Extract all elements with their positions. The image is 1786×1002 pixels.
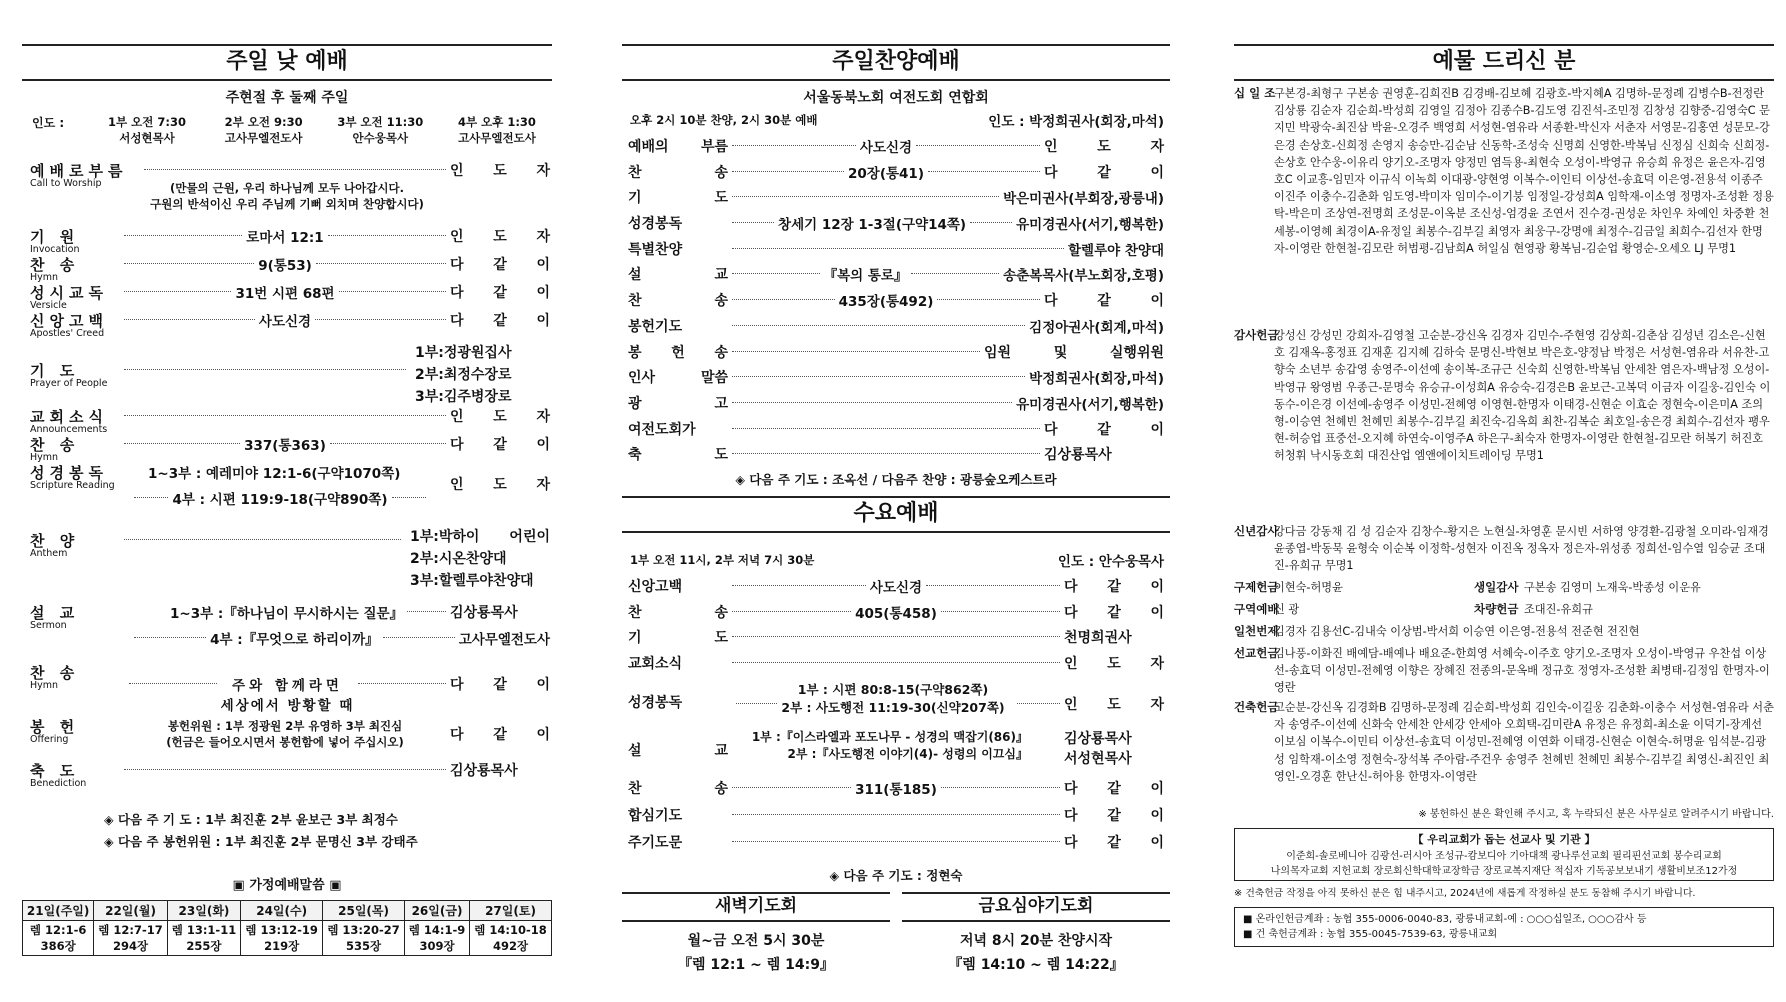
day-header: 24일(수): [241, 901, 323, 921]
day-hymn: 219장: [264, 939, 300, 953]
missions-title: 【 우리교회가 돕는 선교사 및 기관 】: [1412, 833, 1596, 846]
scripture-line-2: 4부 : 시편 119:9-18(구약890쪽): [172, 492, 388, 508]
missions-line-1: 이준희-솔로베니아 김광선-러시아 조성규-캄보디아 기아대책 광나루선교회 필리핀선교회 봉수리교회: [1286, 851, 1722, 862]
item-leader: 다 같 이: [450, 313, 551, 329]
service-2: [209, 114, 319, 146]
wednesday-scripture: [628, 680, 1164, 724]
item-leader: 인 도 자: [450, 163, 550, 179]
hymn3-line-1: 주와 함께라면: [232, 678, 343, 694]
next-prayer: ◈ 다음 주 기 도 : 1부 최진훈 2부 윤보근 3부 최정수: [104, 812, 398, 827]
item-text: 사도신경: [258, 314, 312, 330]
friday-title: 금요심야기도회: [961, 896, 1112, 916]
item-leader: 다 같 이: [450, 437, 550, 453]
day-header: 23일(화): [167, 901, 240, 921]
wed-sermon-1: 1부 :『이스라엘과 포도나무 - 성경의 맥잡기(86)』: [751, 730, 1028, 744]
item-prayer: [30, 342, 550, 414]
service-time: 1부 오전 7:30: [108, 115, 186, 129]
item-label: 기 원 Invocation: [30, 228, 80, 255]
anthem-3: 3부:할렐루야찬양대: [410, 573, 534, 589]
wednesday-items-2: [628, 778, 1164, 859]
wed-sermon-leader-1: 김상룡목사: [1064, 731, 1132, 747]
item-leader: 인 도 자: [450, 409, 550, 425]
item-anthem: [30, 526, 550, 598]
item-text: 9(통53): [258, 258, 312, 274]
item-label: 찬 송 Hymn: [30, 256, 80, 283]
item-creed: [30, 310, 550, 339]
sunday-service-header: [22, 44, 552, 81]
item-benediction: [30, 760, 550, 789]
friday-header: [902, 892, 1170, 922]
item-leader: 김상룡목사: [450, 763, 518, 779]
middle-column: [622, 44, 1170, 973]
service-time: 3부 오전 11:30: [337, 115, 424, 129]
list-item: 십 일 조 구본경-최형구 구본송 권영훈-김희진B 김경배-김보혜 김광호-박지혜A 김명하-문정례 김병수B-전정란 김상룡 김순자 김순희-박성희 김영일 김정아 김종수B-김도영 김진석-조민정 김창성 김향중-김영숙C 문지민 박광숙-최진삼 박윤-오경주 백영희 서성현-염유라 서종환-박신자 서춘자 서영문-김홍연 성문모-강은경 손상호-신희정 손영지 송승만-김순남 신동학-조성숙 신명희 신영한-박복님 신정심 신희숙 신희정-손상호 안수웅-이유리 양기오-조명자 양정민 염득용-최현숙 오성이-박영규 유승희 유정은 윤은자-김영호C 이교흥-임민자 이규식 이녹희 이대광-양현영 이복수-이인티 이상선-송효덕 이은영-전용석 이종주 이진주 이충수-김춘화 임도영-박미자 임미수-이기붕 임정일-강성희A 임학재-이소영 정명자-조성환 정용탁-박은미 조상연-전명희 조성문-이옥분 조신성-엄경윤 조연서 진수경-권성운 차인우 차예인 차중환 천세봉-이영혜 최경이A-유정일 최봉수-김부길 최영자 최웅구-강명애 최정수-김금일 최희수-김선자 한명자-이영란 한현철-김모란 허범평-김남희A 허일심 현영광 황복님-김순업 황영순-오세오 LJ 무명1: [1234, 86, 1774, 255]
day-hymn: 386장: [40, 939, 76, 953]
wednesday-time: 1부 오전 11시, 2부 저녁 7시 30분: [630, 553, 815, 567]
offering-line-2: (헌금은 들어오시면서 봉헌함에 넣어 주십시오): [166, 735, 404, 749]
list-item: 주기도문 다 같 이: [628, 832, 1164, 859]
wednesday-leader: 인도 : 안수웅목사: [1057, 554, 1164, 570]
item-text: 337(통363): [244, 438, 326, 454]
item-label: 신앙고백 Apostles' Creed: [30, 312, 108, 339]
wed-scripture-1: 1부 : 시편 80:8-15(구약862쪽): [797, 682, 989, 697]
dawn-header: [622, 892, 890, 922]
item-hymn-3: [30, 662, 551, 714]
anthem-2: 2부:시온찬양대: [410, 551, 507, 567]
list-item: 광 고 유미경권사(서기,행복한): [628, 393, 1164, 419]
list-item: 봉헌기도 김정아권사(회계,마석): [628, 316, 1164, 342]
afternoon-next: ◈ 다음 주 기도 : 조옥선 / 다음주 찬양 : 광릉숲오케스트라: [735, 472, 1057, 487]
item-leader: 인 도 자: [1064, 697, 1164, 713]
list-item: 찬 송 405(통458) 다 같 이: [628, 602, 1164, 628]
afternoon-leader: 인도 : 박정희권사(회장,마석): [988, 114, 1164, 130]
sunday-service-title: 주일 낮 예배: [208, 49, 366, 74]
list-item: 찬 송 311(통185) 다 같 이: [628, 778, 1164, 805]
item-text: 로마서 12:1: [246, 230, 324, 246]
list-item: 감사헌금 강성신 강성민 강희자-김영철 고순분-강신옥 김경자 김민수-주현영 김상희-김춘삼 김성년 김소은-신현호 김재옥-홍정표 김재훈 김지혜 김하숙 문명신-박현보 박은호-양정남 박정은 서성현-염유라 서유찬-고향숙 소년부 송갑영 송영주-이선예 송이복-조규근 신숙희 신영한-박복님 안세찬 염은자-백남정 오성이-박영규 왕영범 우종근-문명숙 유승규-이성희A 유승숙-김경은B 윤보근-고복덕 이금자 이길웅-김인숙 이동수-이은경 이선예-송영주 이성민-전혜영 이영현-한명자 이태경-신현순 이효순 정현숙-이은미A 조의형-이승연 천혜빈 천혜민 최봉수-김부길 최진숙-김옥희 최찬-김복순 최호일-송은경 최희수-김선자 팽우현-허승업 표중선-오지혜 하연숙-이영주A 하은구-최숙자 한명자-이영란 한현철-김모란 허복기 허진호 허청휘 낙시동호회 대진산업 엠앤에이치트레이딩 무명1: [1234, 328, 1771, 463]
list-item: 설 교 『복의 통로』 송춘복목사(부노회장,호평): [628, 264, 1164, 290]
building-account: ■ 건 축헌금계좌 : 농협 355-0045-7539-63, 광릉내교회: [1243, 929, 1498, 940]
list-item: 성경봉독 창세기 12장 1-3절(구약14쪽) 유미경권사(서기,행복한): [628, 213, 1164, 239]
day-ref: 렘 12:7-17: [98, 923, 163, 937]
table-row: [23, 901, 552, 921]
offering-note: ※ 봉헌하신 분은 확인해 주시고, 혹 누락되신 분은 사무실로 알려주시기 바랍니다.: [1418, 809, 1774, 820]
sermon-line-1: 1~3부 :『하나님이 무시하시는 질문』: [170, 606, 404, 622]
item-label: 성경봉독: [628, 695, 683, 711]
item-label: 예배로부름 Call to Worship: [30, 162, 128, 189]
online-account: ■ 온라인헌금계좌 : 농협 355-0006-0040-83, 광릉내교회-예 : ○○○십일조, ○○○감사 등: [1243, 914, 1647, 925]
right-column: [1234, 44, 1774, 947]
sermon-leader-2: 고사무엘전도사: [458, 632, 551, 648]
item-leader: 다 같 이: [450, 677, 551, 693]
list-item: 찬 송 20장(통41) 다 같 이: [628, 162, 1164, 188]
friday-prayer: [902, 892, 1170, 974]
day-ref: 렘 14:1-9: [408, 923, 466, 937]
service-leader: 서성현목사: [119, 131, 175, 145]
list-item: 여전도회가 다 같 이: [628, 419, 1164, 445]
day-ref: 렘 13:1-11: [171, 923, 237, 937]
item-offering: [30, 716, 550, 760]
item-versicle: [30, 282, 550, 311]
item-leader: 인 도 자: [450, 229, 550, 245]
item-label: 설 교: [628, 743, 728, 759]
afternoon-subtitle: 서울동북노회 여전도회 연합회: [803, 90, 989, 106]
scripture-line-1: 1~3부 : 예레미야 12:1-6(구약1070쪽): [148, 466, 401, 482]
item-label: 찬 송 Hymn: [30, 664, 80, 691]
list-item: 특별찬양 할렐루야 찬양대: [628, 239, 1164, 265]
family-worship-table: [22, 900, 552, 956]
wednesday-items: [628, 576, 1164, 678]
day-hymn: 535장: [346, 939, 382, 953]
day-hymn: 309장: [419, 939, 455, 953]
item-label: 설 교 Sermon: [30, 604, 80, 631]
leaders-label: 인도 :: [32, 116, 65, 130]
list-item: 일천번제 김경자 김용선C-김내숙 이상범-박서희 이승연 이은영-전용석 전준현 전진현: [1234, 624, 1640, 638]
table-row: [23, 921, 552, 956]
friday-time: 저녁 8시 20분 찬양시작: [959, 933, 1113, 949]
item-label: 성경봉독 Scripture Reading: [30, 464, 115, 491]
item-label: 축 도 Benediction: [30, 762, 87, 789]
item-announcements: [30, 406, 550, 435]
hymn3-line-2: 세상에서 방황할 때: [220, 698, 355, 714]
day-hymn: 255장: [186, 939, 222, 953]
offering-line-1: 봉헌위원 : 1부 정광원 2부 유영하 3부 최진심: [167, 719, 403, 733]
day-ref: 렘 13:12-19: [245, 923, 318, 937]
wednesday-title: 수요예배: [835, 501, 956, 526]
accounts-box: [1234, 907, 1774, 947]
call-text: (만물의 근원, 우리 하나님께 모두 나아갑시다. 구원의 반석이신 우리 주님께 기뻐 외치며 찬양합시다): [132, 180, 442, 212]
item-leader: 다 같 이: [450, 727, 550, 743]
wed-scripture-2: 2부 : 사도행전 11:19-30(신약207쪽): [781, 700, 1005, 715]
item-label: 찬 송 Hymn: [30, 436, 80, 463]
sunday-subtitle: 주현절 후 둘째 주일: [225, 90, 349, 106]
list-item: 교회소식 인 도 자: [628, 653, 1164, 679]
prayer-leader-2: 2부:최정수장로: [415, 367, 512, 383]
wednesday-header: [622, 496, 1170, 533]
afternoon-service-title: 주일찬양예배: [814, 49, 978, 74]
item-leader: 다 같 이: [450, 285, 551, 301]
dawn-range: 『렘 12:1 ~ 렘 14:9』: [678, 957, 834, 973]
item-label: 기 도 Prayer of People: [30, 362, 108, 389]
service-leader: 안수웅목사: [352, 131, 409, 145]
missions-line-2: 나의목자교회 지헌교회 장로회신학대학교장학금 장로교복지재단 적십자 기독공보보내기 생활비보조12가정: [1270, 866, 1738, 877]
list-item: 봉 헌 송 임원 및 실행위원: [628, 342, 1164, 368]
service-leader: 고사무엘전도사: [224, 131, 303, 145]
list-item: 기 도 천명희권사: [628, 627, 1164, 653]
wed-sermon-leader-2: 서성현목사: [1064, 751, 1132, 767]
anthem-1: 1부:박하이 어린이: [410, 529, 550, 545]
afternoon-time: 오후 2시 10분 찬양, 2시 30분 예배: [630, 113, 818, 127]
day-hymn: 492장: [492, 939, 529, 953]
dawn-prayer: [622, 892, 890, 974]
wednesday-next: ◈ 다음 주 기도 : 정현숙: [829, 868, 963, 883]
item-leader: 인 도 자: [450, 477, 550, 493]
item-sermon: [30, 602, 550, 656]
prayer-leader-1: 1부:정광원집사: [415, 345, 512, 361]
list-item: 신앙고백 사도신경 다 같 이: [628, 576, 1164, 602]
day-hymn: 294장: [112, 939, 149, 953]
dawn-time: 월~금 오전 5시 30분: [687, 933, 825, 949]
list-item: 구제헌금 이현숙-허명윤 생일감사 구본송 김영미 노재욱-박종성 이운유: [1234, 580, 1701, 594]
item-label: 성시교독 Versicle: [30, 284, 108, 311]
service-leader: 고사무엘전도사: [458, 131, 536, 145]
day-ref: 렘 13:20-27: [327, 923, 400, 937]
next-offering: ◈ 다음 주 봉헌위원 : 1부 최진훈 2부 문명신 3부 강태주: [104, 834, 418, 849]
afternoon-items: [628, 136, 1164, 470]
friday-range: 『렘 14:10 ~ 렘 14:22』: [948, 957, 1124, 973]
item-label: 봉 헌 Offering: [30, 718, 80, 745]
item-label: 교회소식 Announcements: [30, 408, 108, 435]
family-worship-title: ▣ 가정예배말씀 ▣: [232, 878, 342, 893]
wednesday-sermon: [628, 728, 1164, 772]
list-item: 인사 말씀 박정희권사(회장,마석): [628, 367, 1164, 393]
left-column: [22, 44, 552, 953]
service-time: 2부 오전 9:30: [224, 115, 303, 129]
service-time: 4부 오후 1:30: [457, 115, 536, 129]
missions-box: [1234, 828, 1774, 881]
item-scripture: [30, 462, 550, 518]
list-item: 축 도 김상룡목사: [628, 444, 1164, 470]
list-item: 신년감사 강다금 강동채 김 성 김순자 김창수-황지은 노현실-차영훈 문시빈 서하영 양경환-김광철 오미라-임재경 윤종엽-박동묵 윤형숙 이순복 이정학-성현자 이진옥 정옥자 정은자-위성종 정희선-임수열 임승균 조대진-유희규 무명1: [1234, 524, 1769, 573]
list-item: 예배의 부름 사도신경 인 도 자: [628, 136, 1164, 162]
service-3: [325, 114, 435, 146]
service-1: [92, 114, 202, 146]
day-header: 22일(월): [94, 901, 167, 921]
day-ref: 렘 12:1-6: [29, 923, 87, 937]
prayer-leader-3: 3부:김주병장로: [415, 389, 512, 405]
item-hymn-1: [30, 254, 550, 283]
day-header: 21일(주일): [23, 901, 94, 921]
list-item: 기 도 박은미권사(부회장,광릉내): [628, 187, 1164, 213]
item-hymn-2: [30, 434, 550, 463]
offering-title: 예물 드리신 분: [1415, 49, 1594, 74]
building-note: ※ 건축헌금 작정을 아직 못하신 분은 힘 내주시고, 2024년에 새롭게 작정하실 분도 동참해 주시기 바랍니다.: [1234, 888, 1696, 899]
item-label: 찬 양 Anthem: [30, 532, 80, 559]
afternoon-service-header: [622, 44, 1170, 81]
day-header: 25일(목): [323, 901, 405, 921]
list-item: 합심기도 다 같 이: [628, 805, 1164, 832]
list-item: 구역예배 신 광 차량헌금 조대진-유희규: [1234, 602, 1593, 616]
day-ref: 렘 14:10-18: [474, 923, 547, 937]
day-header: 26일(금): [405, 901, 470, 921]
item-leader: 다 같 이: [450, 257, 550, 273]
wed-sermon-2: 2부 :『사도행전 이야기(4)- 성령의 이끄심』: [787, 747, 1028, 761]
dawn-title: 새벽기도회: [697, 896, 815, 916]
item-text: 31번 시편 68편: [235, 286, 335, 302]
service-times: [92, 114, 552, 146]
list-item: 선교헌금 김나풍-이화진 배예담-배예나 배요준-한희영 서혜숙-이주호 양기오-조명자 오성이-박영규 우찬섭 이상선-송효덕 이성민-전혜영 이향은 장혜진 전종의-문옥배 정규호 정영자-조성환 최병태-김정임 한명자-이영란: [1234, 646, 1770, 695]
offering-list: [1234, 85, 1774, 803]
list-item: 찬 송 435장(통492) 다 같 이: [628, 290, 1164, 316]
offering-header: [1234, 44, 1774, 81]
sermon-leader-1: 김상룡목사: [450, 605, 518, 621]
list-item: 건축헌금 고순분-강신옥 김경화B 김명하-문정례 김순희-박성희 김인숙-이길웅 김춘화-이충수 서성현-염유라 서춘자 송영주-이선예 신화숙 안세찬 안세강 안세아 오희택-김미란A 유정은 유정희-최소윤 이덕기-장계선 이보심 이복수-이민티 이상선-송효덕 이성민-전혜영 이연화 이태경-신현순 이현숙-허명윤 임석분-김광성 임학재-이소영 정현숙-장석복 주아람-주건우 송영주 천혜빈 천혜민 최봉수-김부길 최영신-최진인 최영인-오경훈 한난신-허아용 한명자-이영란: [1234, 700, 1774, 783]
item-invocation: [30, 226, 550, 255]
day-header: 27일(토): [470, 901, 552, 921]
service-4: [442, 114, 552, 146]
sermon-line-2: 4부 :『무엇으로 하리이까』: [210, 632, 379, 648]
